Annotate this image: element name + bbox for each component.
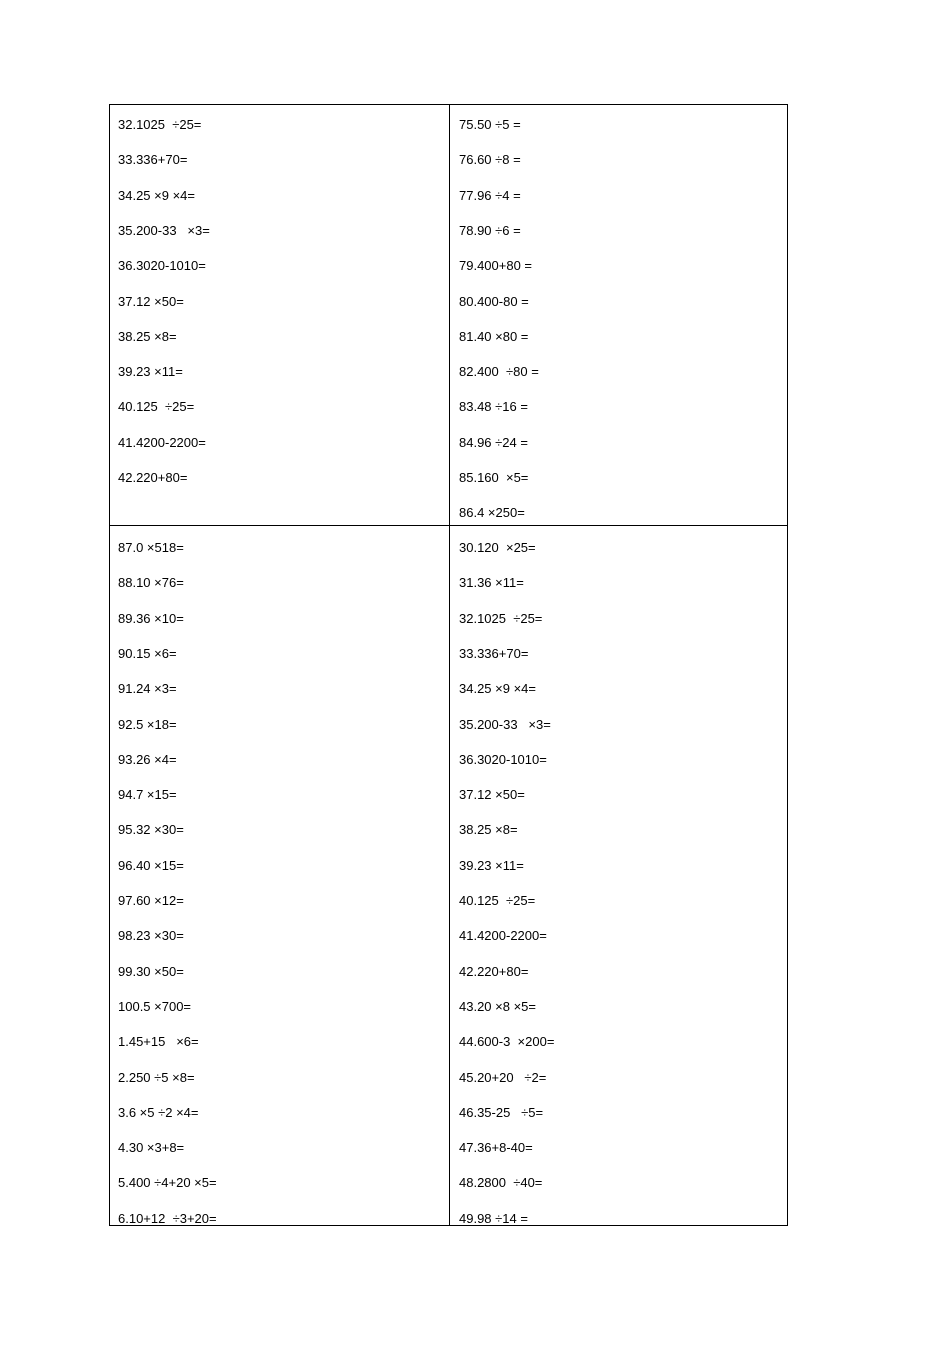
math-problem: 100.5 ×700= [118, 998, 192, 1014]
math-problem: 99.30 ×50= [118, 963, 184, 979]
math-problem: 4.30 ×3+8= [118, 1140, 185, 1156]
math-problem: 90.15 ×6= [118, 645, 177, 661]
math-problem: 93.26 ×4= [118, 751, 177, 767]
math-problem: 89.36 ×10= [118, 610, 184, 626]
math-problem: 75.50 ÷5 = [459, 117, 521, 132]
math-problem: 35.200-33 ×3= [118, 222, 210, 238]
math-problem: 32.1025 ÷25= [459, 610, 543, 626]
math-problem: 33.336+70= [459, 645, 529, 661]
math-problem: 91.24 ×3= [118, 681, 177, 697]
math-problem: 76.60 ÷8 = [459, 152, 521, 168]
math-problem: 79.400+80 = [459, 258, 533, 274]
math-problem: 83.48 ÷16 = [459, 399, 528, 415]
math-problem: 40.125 ÷25= [118, 399, 195, 415]
math-problem: 77.96 ÷4 = [459, 187, 521, 203]
math-problem: 38.25 ×8= [118, 328, 177, 344]
math-problem: 44.600-3 ×200= [459, 1034, 555, 1050]
math-problem: 33.336+70= [118, 152, 188, 168]
math-problem: 80.400-80 = [459, 293, 529, 309]
math-problem: 2.250 ÷5 ×8= [118, 1069, 195, 1085]
math-problem: 47.36+8-40= [459, 1140, 533, 1156]
math-problem: 30.120 ×25= [459, 540, 536, 555]
math-problem: 87.0 ×518= [118, 540, 184, 555]
math-problem: 37.12 ×50= [118, 293, 184, 309]
row-divider [110, 525, 787, 526]
math-problem: 39.23 ×11= [118, 364, 183, 380]
math-problem: 37.12 ×50= [459, 787, 525, 803]
math-problem: 45.20+20 ÷2= [459, 1069, 547, 1085]
math-problem: 5.400 ÷4+20 ×5= [118, 1175, 217, 1191]
math-problem: 96.40 ×15= [118, 857, 184, 873]
math-problem: 6.10+12 ÷3+20= [118, 1210, 217, 1226]
math-problem: 81.40 ×80 = [459, 328, 529, 344]
math-problem: 34.25 ×9 ×4= [118, 187, 195, 203]
math-problem: 39.23 ×11= [459, 857, 524, 873]
math-problem: 43.20 ×8 ×5= [459, 998, 536, 1014]
math-problem: 42.220+80= [459, 963, 529, 979]
math-problem: 41.4200-2200= [118, 434, 206, 450]
math-problem: 98.23 ×30= [118, 928, 184, 944]
math-problem: 40.125 ÷25= [459, 893, 536, 908]
math-problem: 41.4200-2200= [459, 928, 547, 944]
math-problem: 38.25 ×8= [459, 822, 518, 838]
math-problem: 48.2800 ÷40= [459, 1175, 543, 1191]
math-problem: 95.32 ×30= [118, 822, 184, 838]
math-problem: 82.400 ÷80 = [459, 364, 539, 380]
math-problem: 46.35-25 ÷5= [459, 1104, 544, 1120]
math-problem: 36.3020-1010= [118, 258, 206, 274]
math-problem: 42.220+80= [118, 470, 188, 485]
math-problem: 35.200-33 ×3= [459, 716, 551, 732]
math-problem: 31.36 ×11= [459, 575, 524, 591]
math-problem: 32.1025 ÷25= [118, 117, 202, 132]
math-problem: 34.25 ×9 ×4= [459, 681, 536, 697]
math-problem: 1.45+15 ×6= [118, 1034, 199, 1050]
column-divider [449, 105, 450, 1225]
math-problem: 88.10 ×76= [118, 575, 184, 591]
math-problem: 94.7 ×15= [118, 787, 177, 803]
math-problem: 92.5 ×18= [118, 716, 177, 732]
worksheet-table [109, 104, 788, 1226]
math-problem: 36.3020-1010= [459, 751, 547, 767]
math-problem: 97.60 ×12= [118, 893, 184, 908]
math-problem: 84.96 ÷24 = [459, 434, 528, 450]
math-problem: 3.6 ×5 ÷2 ×4= [118, 1104, 199, 1120]
math-problem: 78.90 ÷6 = [459, 222, 521, 238]
math-problem: 85.160 ×5= [459, 470, 529, 485]
math-problem: 86.4 ×250= [459, 505, 525, 521]
math-problem: 49.98 ÷14 = [459, 1210, 528, 1226]
